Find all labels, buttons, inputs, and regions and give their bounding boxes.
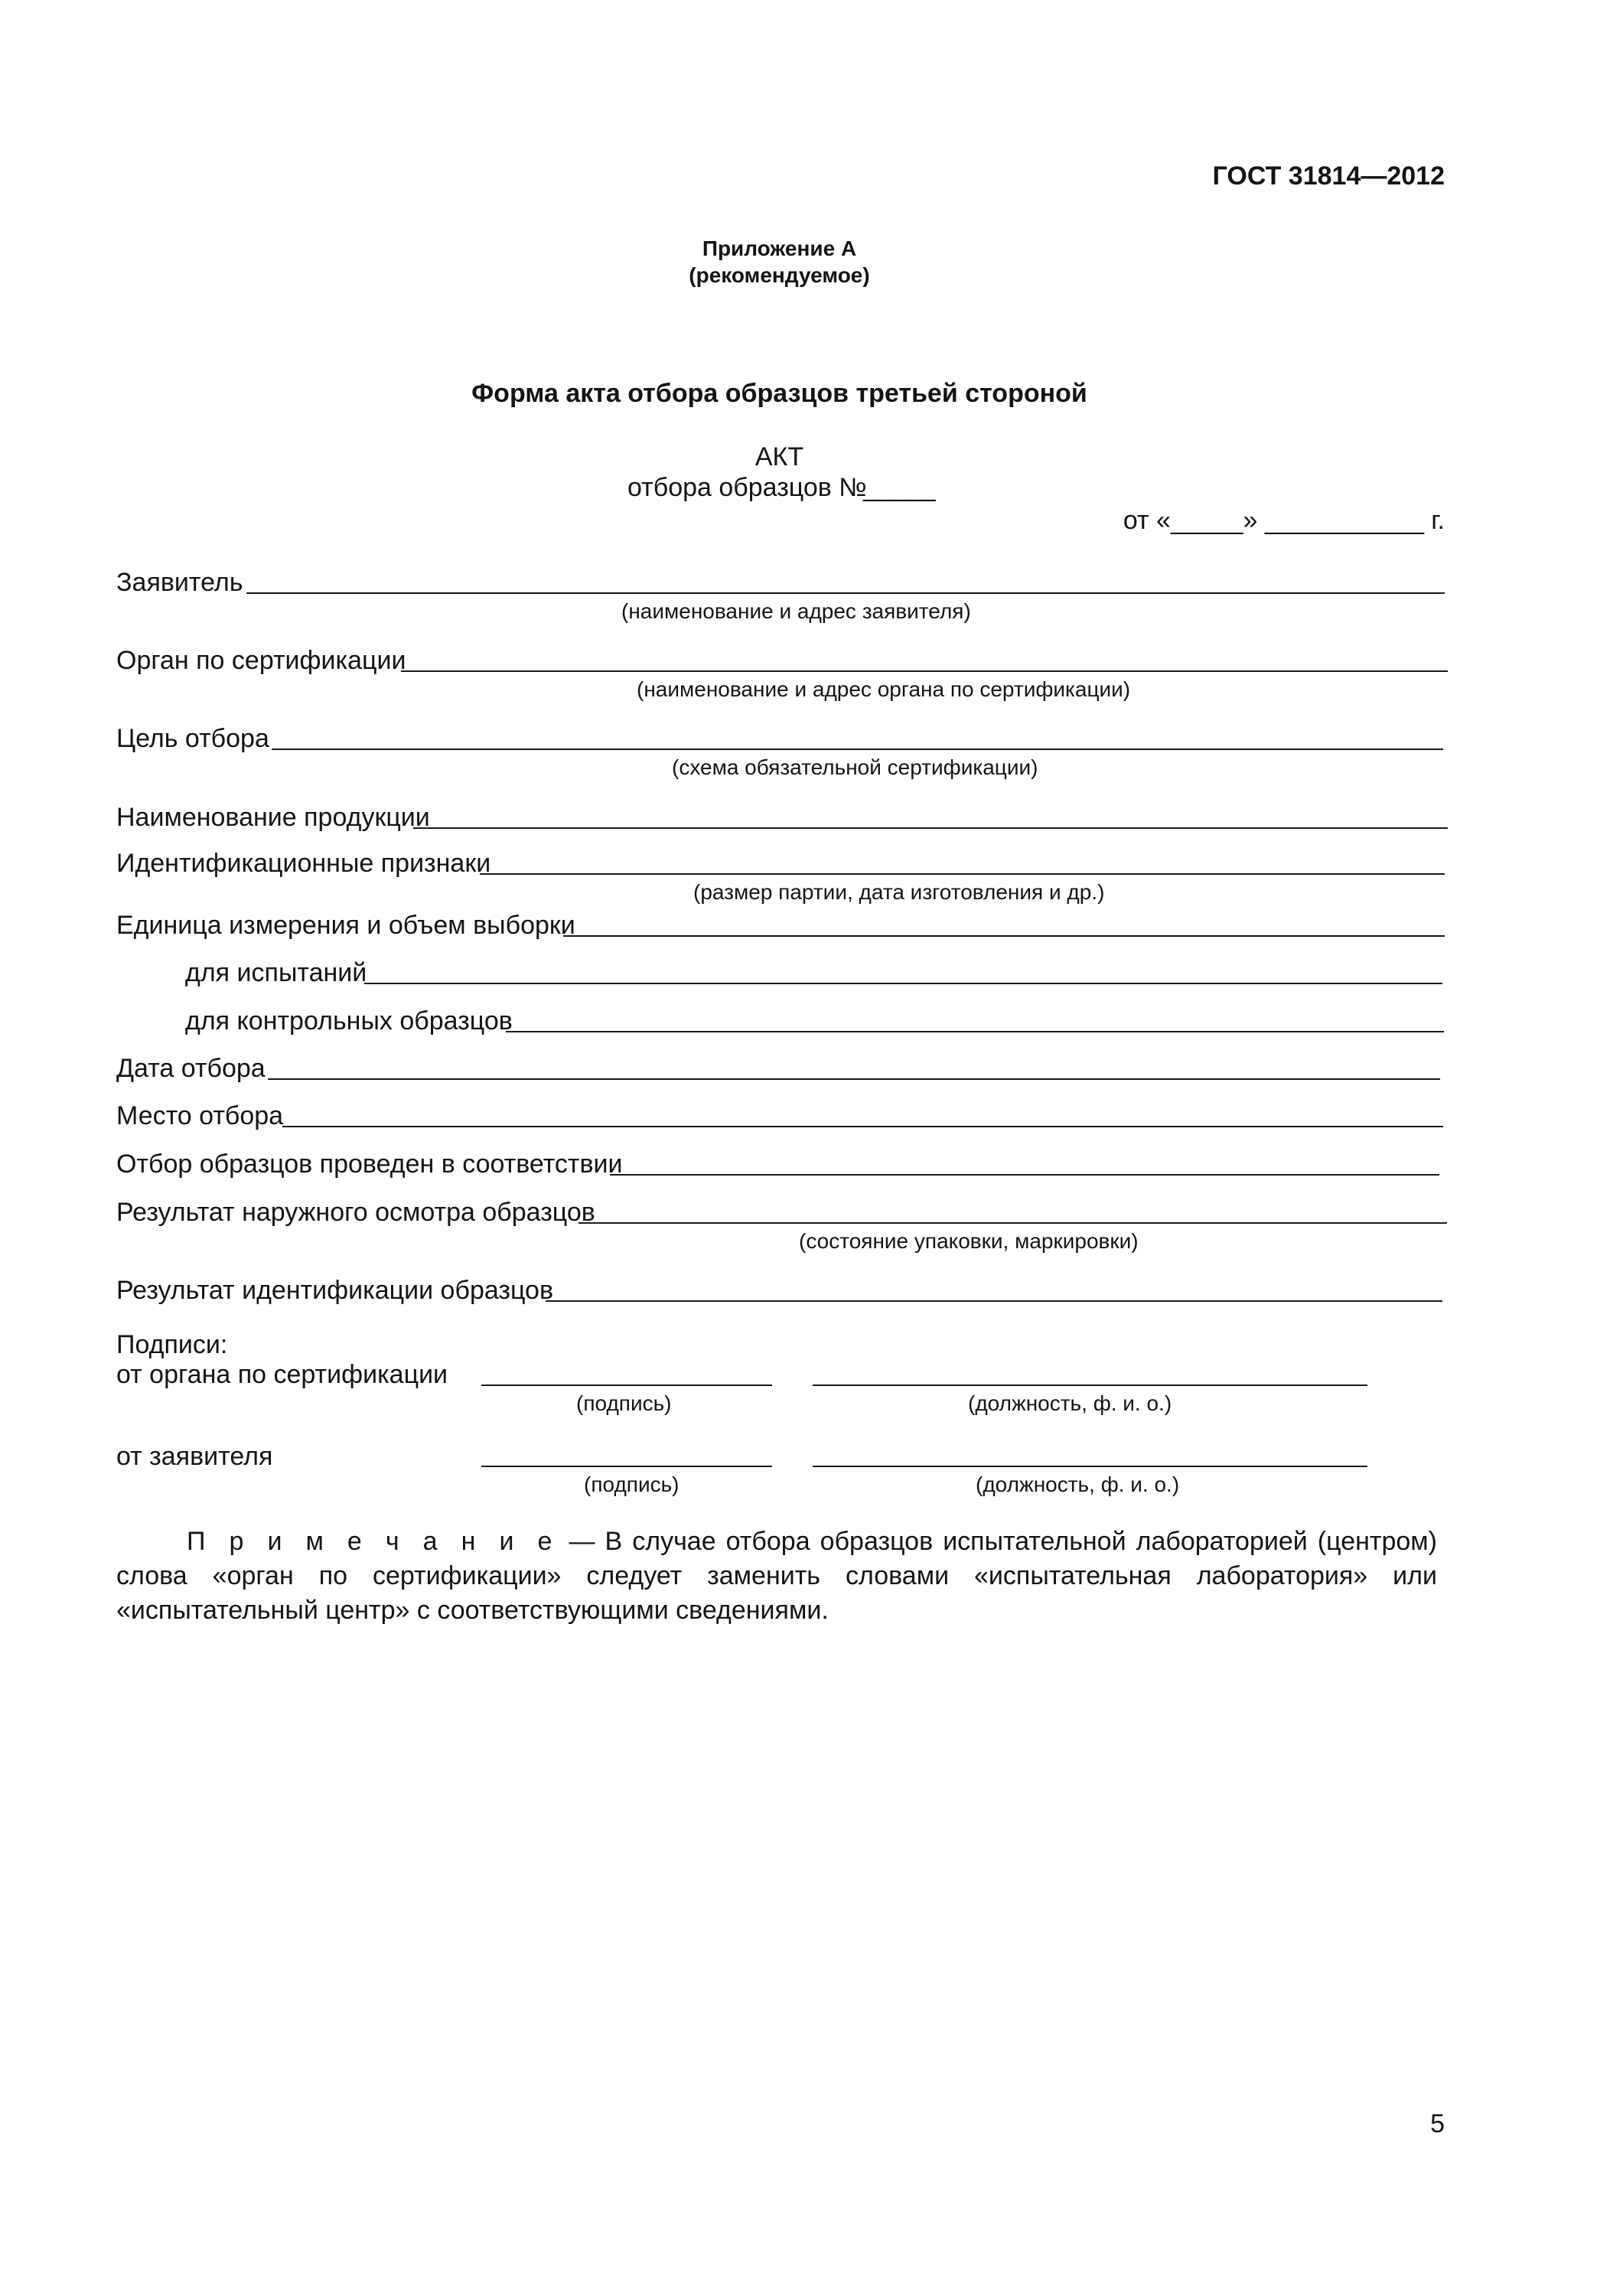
purpose-label: Цель отбора bbox=[116, 724, 269, 753]
applicant-input-line[interactable] bbox=[246, 592, 1445, 594]
act-number-label: отбора образцов № bbox=[627, 473, 867, 502]
appendix-subtitle: (рекомендуемое) bbox=[689, 263, 870, 287]
identification-hint: (размер партии, дата изготовления и др.) bbox=[693, 880, 1105, 904]
applicant-position-hint: (должность, ф. и. о.) bbox=[976, 1473, 1180, 1496]
act-number-blank: _____ bbox=[863, 473, 936, 502]
applicant-hint: (наименование и адрес заявителя) bbox=[621, 599, 971, 623]
conformity-input-line[interactable] bbox=[610, 1174, 1439, 1176]
unit-volume-input-line[interactable] bbox=[563, 935, 1445, 937]
applicant-signature-hint: (подпись) bbox=[584, 1473, 680, 1496]
page-number: 5 bbox=[1430, 2109, 1445, 2138]
conformity-label: Отбор образцов проведен в соответствии bbox=[116, 1150, 623, 1179]
inspection-hint: (состояние упаковки, маркировки) bbox=[799, 1229, 1139, 1253]
unit-volume-label: Единица измерения и объем выборки bbox=[116, 911, 575, 940]
for-testing-label: для испытаний bbox=[185, 958, 367, 987]
sampling-place-input-line[interactable] bbox=[282, 1126, 1443, 1127]
cert-body-input-line[interactable] bbox=[401, 670, 1448, 672]
identification-result-label: Результат идентификации образцов bbox=[116, 1276, 554, 1305]
sampling-place-label: Место отбора bbox=[116, 1101, 284, 1130]
act-title: АКТ bbox=[754, 442, 804, 471]
inspection-label: Результат наружного осмотра образцов bbox=[116, 1198, 595, 1227]
note-text: — В случае отбора образцов испытательной лабораторией (центром) слова «орган по сертификации» следует заменить словами «испытательная лаборатория» или «испытательный центр» с соответствующими сведениями. bbox=[116, 1527, 1437, 1625]
inspection-input-line[interactable] bbox=[578, 1222, 1447, 1224]
signatures-heading: Подписи: bbox=[116, 1330, 228, 1359]
note-paragraph bbox=[116, 1525, 1437, 1628]
purpose-input-line[interactable] bbox=[272, 748, 1443, 750]
for-control-input-line[interactable] bbox=[506, 1031, 1444, 1032]
applicant-signer-label: от заявителя bbox=[116, 1442, 273, 1471]
product-input-line[interactable] bbox=[413, 827, 1448, 829]
cert-body-hint: (наименование и адрес органа по сертификации) bbox=[637, 677, 1131, 701]
identification-label: Идентификационные признаки bbox=[116, 849, 491, 878]
act-date-line: от «_____» ___________ г. bbox=[1123, 506, 1445, 535]
form-title: Форма акта отбора образцов третьей стороной bbox=[471, 379, 1087, 408]
sampling-date-label: Дата отбора bbox=[116, 1054, 266, 1083]
cert-body-position-line[interactable] bbox=[813, 1384, 1367, 1386]
identification-result-input-line[interactable] bbox=[546, 1300, 1442, 1302]
for-control-label: для контрольных образцов bbox=[185, 1006, 513, 1035]
product-label: Наименование продукции bbox=[116, 803, 430, 832]
applicant-position-line[interactable] bbox=[813, 1466, 1367, 1467]
applicant-label: Заявитель bbox=[116, 568, 243, 597]
applicant-signature-line[interactable] bbox=[481, 1466, 772, 1467]
cert-body-signature-hint: (подпись) bbox=[576, 1391, 672, 1415]
cert-body-position-hint: (должность, ф. и. о.) bbox=[968, 1391, 1172, 1415]
appendix-title: Приложение А bbox=[702, 236, 857, 260]
note-label: П р и м е ч а н и е bbox=[187, 1527, 559, 1556]
sampling-date-input-line[interactable] bbox=[268, 1078, 1440, 1080]
purpose-hint: (схема обязательной сертификации) bbox=[672, 755, 1038, 779]
for-testing-input-line[interactable] bbox=[364, 983, 1442, 984]
document-code: ГОСТ 31814—2012 bbox=[1212, 161, 1445, 191]
cert-body-label: Орган по сертификации bbox=[116, 646, 406, 675]
cert-body-signer-label: от органа по сертификации bbox=[116, 1360, 448, 1389]
identification-input-line[interactable] bbox=[480, 873, 1445, 875]
cert-body-signature-line[interactable] bbox=[481, 1384, 772, 1386]
